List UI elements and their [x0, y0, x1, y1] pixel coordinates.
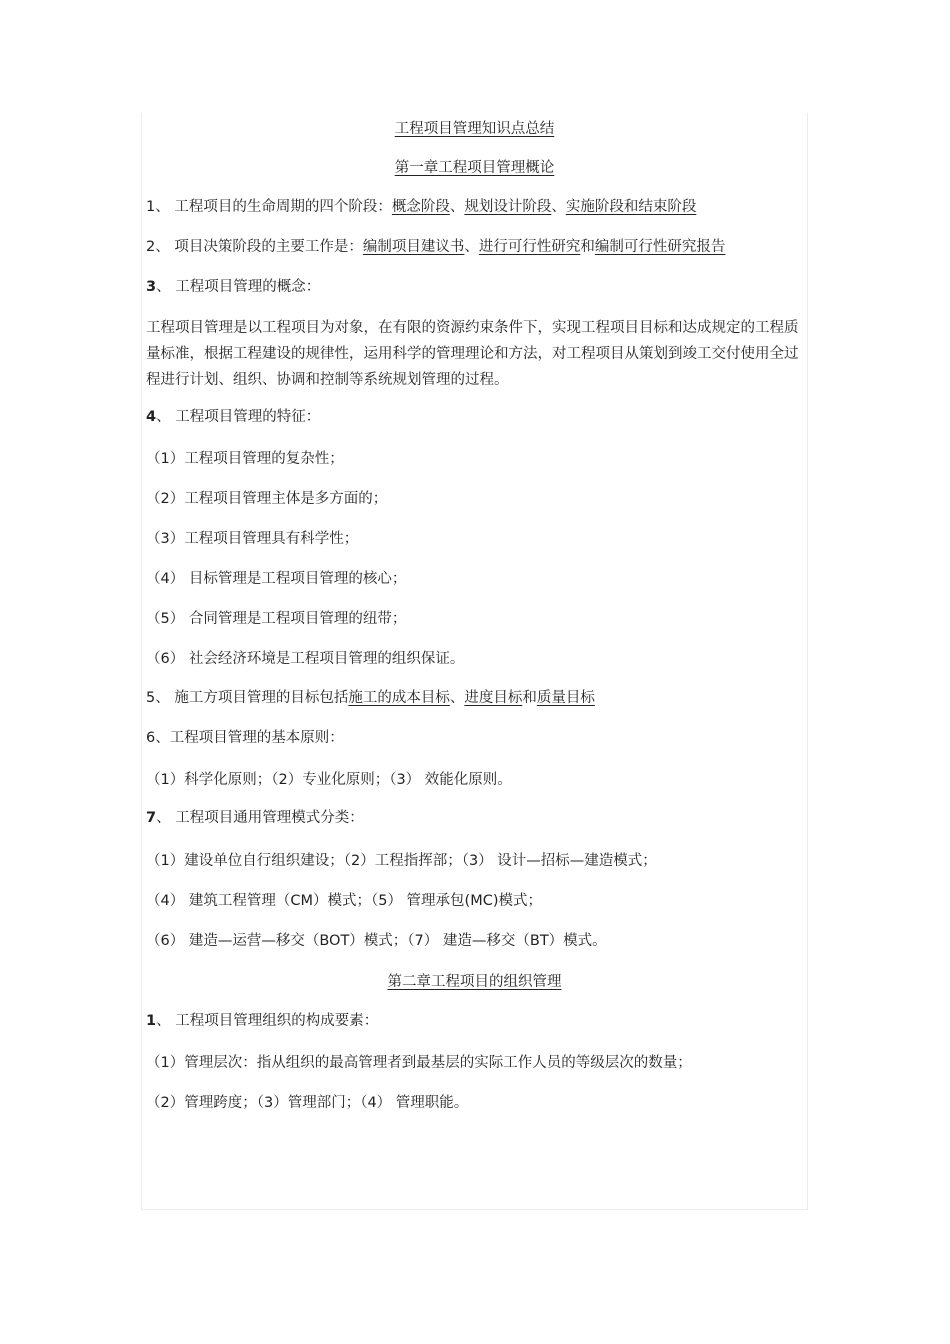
item-5: 5、 施工方项目管理的目标包括施工的成本目标、进度目标和质量目标 [146, 690, 595, 706]
chapter-2-heading: 第二章工程项目的组织管理 [387, 974, 562, 990]
document-title: 工程项目管理知识点总结 [394, 121, 555, 137]
item-4-heading: 4、 工程项目管理的特征： [146, 409, 321, 425]
list-item: （2）工程项目管理主体是多方面的； [146, 491, 388, 507]
item-2: 2、 项目决策阶段的主要工作是：编制项目建议书、进行可行性研究和编制可行性研究报告 [146, 239, 726, 255]
list-item: （4） 建筑工程管理（CM）模式；（5） 管理承包(MC)模式； [146, 893, 543, 909]
document-page [141, 113, 808, 1210]
item-7-heading: 7、 工程项目通用管理模式分类： [146, 810, 364, 826]
chapter-1-heading: 第一章工程项目管理概论 [394, 160, 555, 176]
item-1: 1、 工程项目的生命周期的四个阶段：概念阶段、规划设计阶段、实施阶段和结束阶段 [146, 199, 697, 215]
list-item: （6） 建造—运营—移交（BOT）模式；（7） 建造—移交（BT）模式。 [146, 933, 607, 949]
list-item: （5） 合同管理是工程项目管理的纽带； [146, 611, 407, 627]
list-item: （4） 目标管理是工程项目管理的核心； [146, 571, 407, 587]
list-item: （3）工程项目管理具有科学性； [146, 531, 359, 547]
list-item: （2）管理跨度；（3）管理部门；（4） 管理职能。 [146, 1095, 469, 1111]
item-6-list: （1）科学化原则；（2）专业化原则；（3） 效能化原则。 [146, 772, 512, 788]
item-6-heading: 6、工程项目管理的基本原则： [146, 730, 344, 746]
chapter-2-item-1-heading: 1、 工程项目管理组织的构成要素： [146, 1013, 379, 1029]
list-item: （1）建设单位自行组织建设；（2）工程指挥部；（3） 设计—招标—建造模式； [146, 853, 657, 869]
list-item: （6） 社会经济环境是工程项目管理的组织保证。 [146, 651, 465, 667]
item-3-heading: 3、 工程项目管理的概念： [146, 279, 321, 295]
item-3-paragraph: 工程项目管理是以工程项目为对象，在有限的资源约束条件下，实现工程项目目标和达成规定的工程质量标准，根据工程建设的规律性，运用科学的管理理论和方法，对工程项目从策划到竣工交付使用全过程进行计划、组织、协调和控制等系统规划管理的过程。 [146, 320, 799, 388]
list-item: （1）管理层次：指从组织的最高管理者到最基层的实际工作人员的等级层次的数量； [146, 1055, 692, 1071]
list-item: （1）工程项目管理的复杂性； [146, 451, 344, 467]
